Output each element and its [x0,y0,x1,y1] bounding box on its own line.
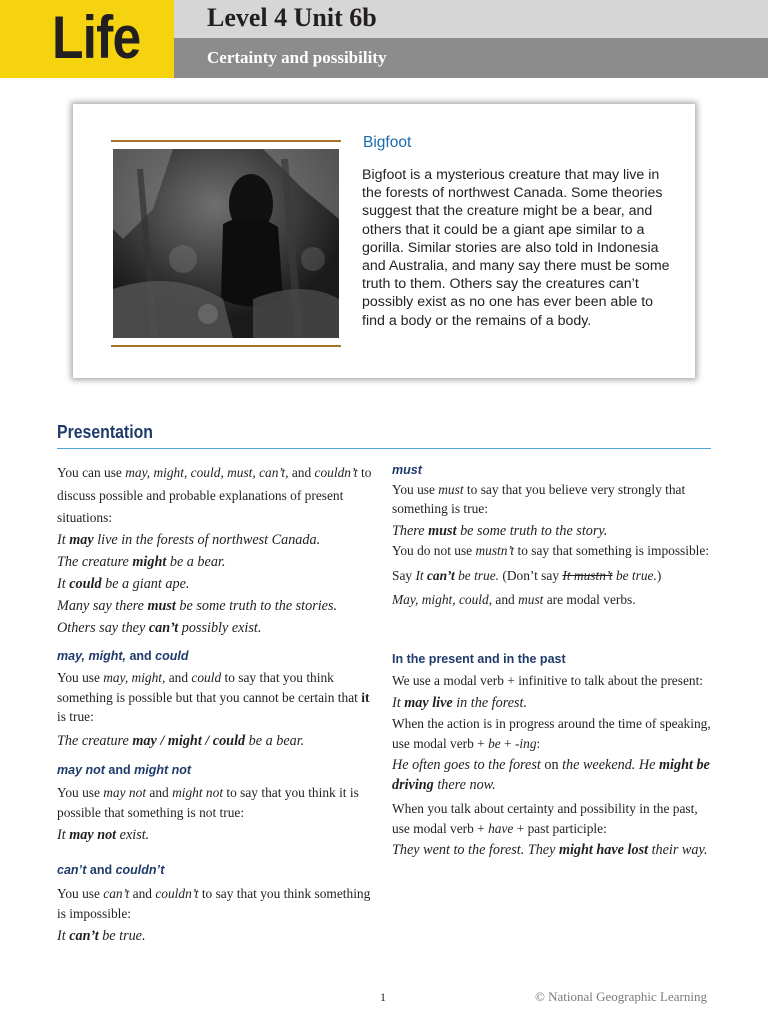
must-heading: must [392,463,422,477]
past-text: When you talk about certainty and possibility in the past, use modal verb + have + past participle: [392,801,698,836]
may-might-could-section [57,648,375,751]
page-number: 1 [380,990,386,1004]
header-subtitle-bar [174,38,768,78]
must-section [392,462,714,610]
header-title-bar [174,0,768,38]
may-not-section [57,762,375,845]
example-line: The creature might be a bear. [57,553,226,570]
may-might-could-example: The creature may / might / could be a bear. [57,732,305,749]
photo-frame [111,140,341,347]
cant-text: You use can’t and couldn’t to say that you think something is impossible: [57,886,371,921]
left-column [57,462,375,640]
past-example: They went to the forest. They might have lost their way. [392,842,708,858]
bigfoot-box [73,104,695,378]
forest-figure-image [113,149,339,338]
present-past-section [392,651,714,860]
logo-text: Life [52,4,141,71]
page-subtitle: Certainty and possibility [207,48,387,67]
may-not-example: It may not exist. [57,827,150,843]
cant-example: It can’t be true. [57,928,146,944]
section-divider [57,448,711,449]
progress-text: When the action is in progress around the time of speaking, use modal verb + be + -ing: [392,716,711,751]
life-logo [0,0,174,78]
cant-heading: can’t and couldn’t [57,863,165,877]
intro-paragraph: You can use may, might, could, must, can’t, and couldn’t to discuss possible and probable explanations of present situations: [57,465,372,525]
presentation-heading: Presentation [57,422,153,442]
must-example: There must be some truth to the story. [392,523,608,539]
copyright: © National Geographic Learning [535,989,707,1004]
example-line: It may live in the forests of northwest Canada. [57,531,321,548]
example-list [57,529,375,640]
may-might-could-heading: may, might, and could [57,649,189,663]
say-example: Say It can’t be true. (Don’t say It mustn’t be true.) [392,567,662,583]
progress-example: He often goes to the forest on the weekend. He might be driving there now. [392,757,710,793]
present-text: We use a modal verb + infinitive to talk about the present: [392,673,704,688]
must-text: You use must to say that you believe very strongly that something is true: [392,482,686,516]
example-line: Many say there must be some truth to the stories. [57,598,338,615]
example-line: Others say they can’t possibly exist. [57,620,262,637]
present-example: It may live in the forest. [392,695,528,711]
may-not-text: You use may not and might not to say that you think it is possible that something is not true: [57,785,359,820]
bigfoot-title: Bigfoot [363,134,412,151]
cant-section [57,862,375,946]
may-not-heading: may not and might not [57,763,192,777]
bigfoot-text: Bigfoot is a mysterious creature that may live in the forests of northwest Canada. Some theories suggest that the creature might be a bear, and others that it could be a giant ape similar to a gorilla. Similar stories are also told in Indonesia and Australia, and many say there must be some truth to them. Others say the creatures can’t possibly exist as no one has ever been able to find a body or the remains of a body. [362,167,670,329]
page-title: Level 4 Unit 6b [207,3,377,32]
example-line: It could be a giant ape. [57,575,190,592]
mustnt-text: You do not use mustn’t to say that something is impossible: [392,543,710,558]
present-past-heading: In the present and in the past [392,652,566,666]
may-might-could-text: You use may, might, and could to say that you think something is possible but that you cannot be certain that it is true: [57,670,370,724]
modal-verbs-note: May, might, could, and must are modal verbs. [392,591,636,607]
bigfoot-photo [113,149,339,338]
